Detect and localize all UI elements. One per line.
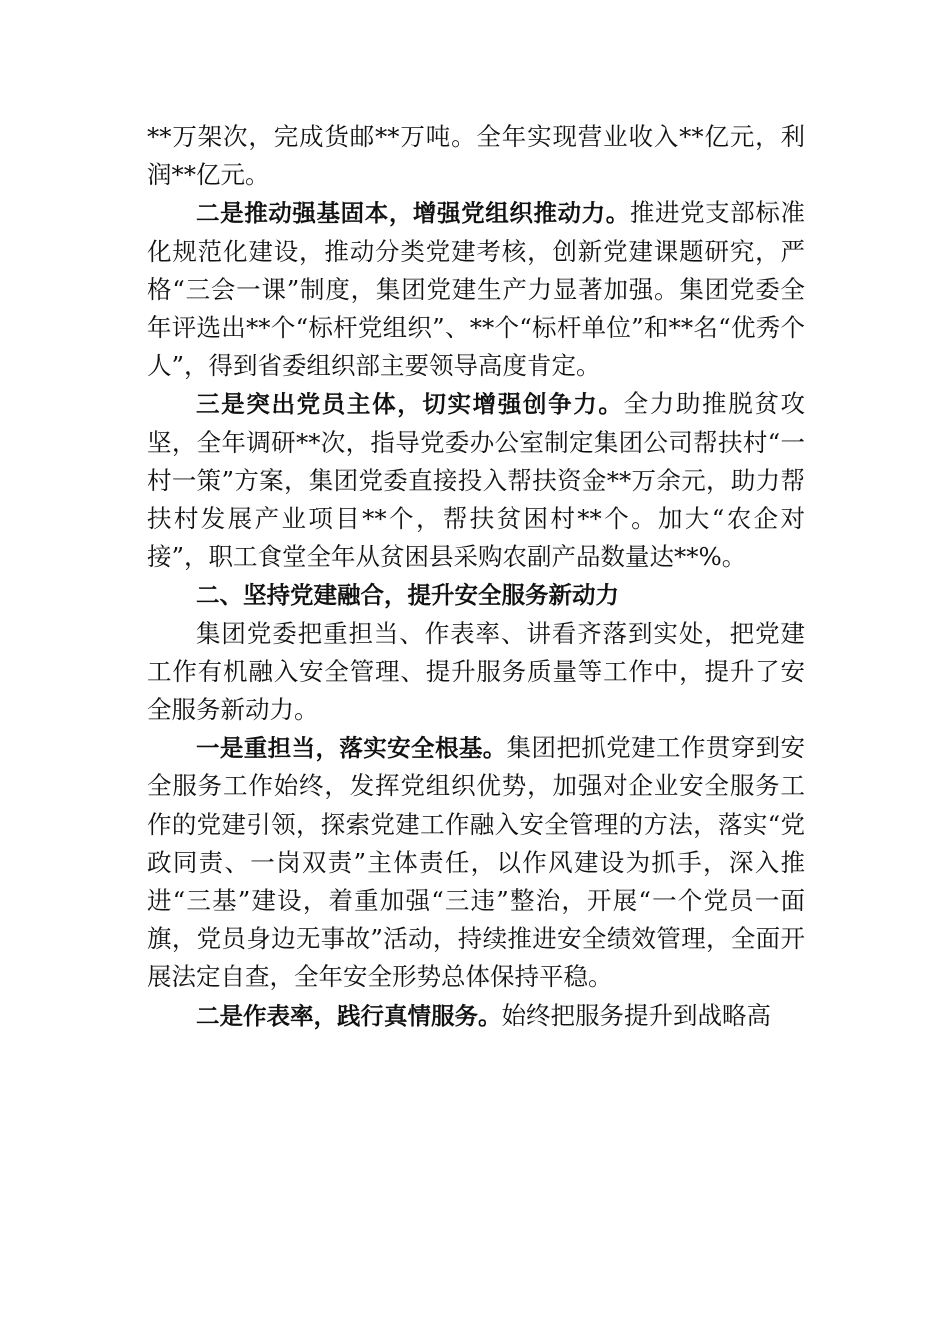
- paragraph-safety-foundation: [147, 729, 805, 996]
- paragraph-strengthen-foundation: [147, 194, 805, 385]
- paragraph-sincere-service: [147, 997, 805, 1035]
- paragraph-body: 集团党委把重担当、作表率、讲看齐落到实处，把党建工作有机融入安全管理、提升服务质量等工作中，提升了安全服务新动力。: [147, 618, 805, 725]
- paragraph-party-member-role: [147, 385, 805, 576]
- paragraph-lead: 一是重担当，落实安全根基。: [196, 734, 507, 763]
- document-page: [147, 118, 805, 1035]
- paragraph-section-intro: [147, 615, 805, 730]
- section-heading: 二、坚持党建融合，提升安全服务新动力: [196, 581, 619, 610]
- paragraph-lead: 二是作表率，践行真情服务。: [196, 1001, 502, 1030]
- paragraph-body: 全力助推脱贫攻坚，全年调研**次，指导党委办公室制定集团公司帮扶村“一村一策”方案，集团党委直接投入帮扶资金**万余元，助力帮扶村发展产业项目**个，帮扶贫困村**个。加大“农企对接”，职工食堂全年从贫困县采购农副产品数量达**%。: [147, 389, 806, 572]
- paragraph-body: 集团把抓党建工作贯穿到安全服务工作始终，发挥党组织优势，加强对企业安全服务工作的党建引领，探索党建工作融入安全管理的方法，落实“党政同责、一岗双责”主体责任，以作风建设为抓手，深入推进“三基”建设，着重加强“三违”整治，开展“一个党员一面旗，党员身边无事故”活动，持续推进安全绩效管理，全面开展法定自查，全年安全形势总体保持平稳。: [147, 733, 806, 992]
- paragraph-lead: 三是突出党员主体，切实增强创争力。: [196, 390, 624, 419]
- paragraph-continued-results: [147, 118, 805, 194]
- paragraph-body: **万架次，完成货邮**万吨。全年实现营业收入**亿元，利润**亿元。: [147, 122, 805, 190]
- paragraph-body: 始终把服务提升到战略高: [501, 1000, 771, 1030]
- paragraph-body: 推进党支部标准化规范化建设，推动分类党建考核，创新党建课题研究，严格“三会一课”制度，集团党建生产力显著加强。集团党委全年评选出**个“标杆党组织”、**个“标杆单位”和**名“优秀个人”，得到省委组织部主要领导高度肯定。: [147, 198, 805, 381]
- paragraph-lead: 二是推动强基固本，增强党组织推动力。: [196, 199, 630, 228]
